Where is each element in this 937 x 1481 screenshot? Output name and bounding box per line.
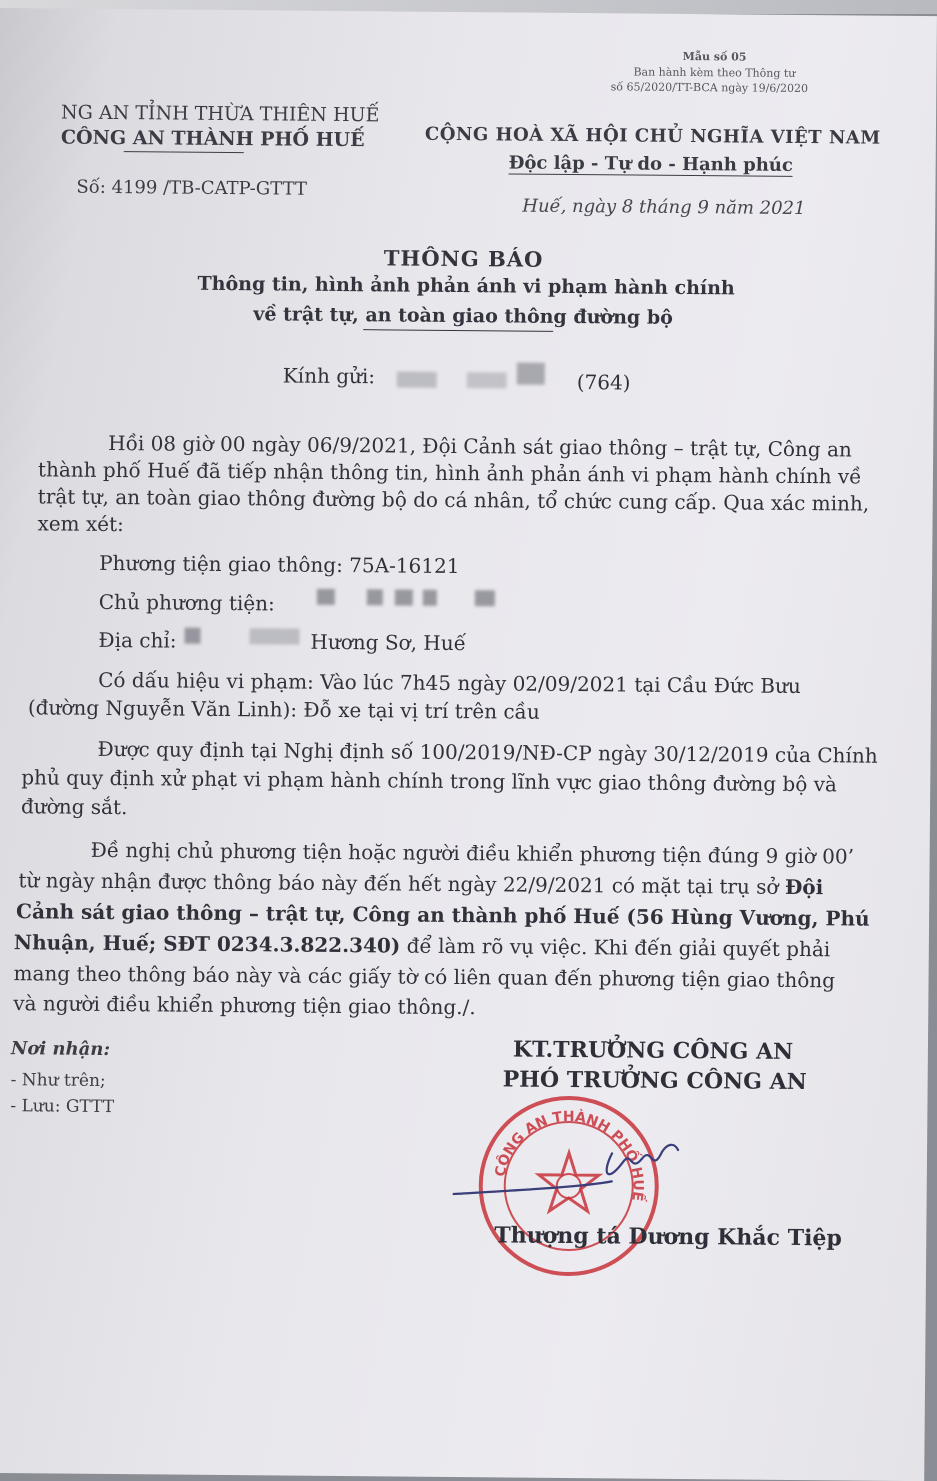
- request-line-4-bold: Nhuận, Huế; SĐT 0234.3.822.340): [13, 930, 401, 958]
- redacted-owner: [395, 589, 413, 605]
- form-number: Mẫu số 05: [682, 49, 747, 64]
- redacted-owner: [317, 589, 335, 605]
- signature: [452, 1102, 693, 1214]
- redacted-name: [397, 371, 437, 387]
- request-line-3: Cảnh sát giao thông – trật tự, Công an thành phố Huế (56 Hùng Vương, Phú: [16, 899, 870, 931]
- redacted-owner: [475, 590, 495, 606]
- issued-with: Ban hành kèm theo Thông tư: [633, 65, 796, 80]
- request-line-4: [14, 929, 831, 963]
- regulation-line-1: Được quy định tại Nghị định số 100/2019/NĐ-CP ngày 30/12/2019 của Chính: [97, 736, 878, 768]
- document-title: THÔNG BÁO: [383, 245, 544, 272]
- document-number: Số: 4199 /TB-CATP-GTTT: [76, 176, 307, 200]
- redacted-address: [184, 628, 200, 644]
- request-line-2: [18, 867, 823, 901]
- sign-title-2: PHÓ TRƯỞNG CÔNG AN: [502, 1066, 807, 1096]
- subtitle-underline: [363, 329, 553, 332]
- org-parent: NG AN TỈNH THỪA THIÊN HUẾ: [60, 101, 380, 127]
- vehicle-plate: Phương tiện giao thông: 75A-16121: [99, 550, 460, 579]
- signer-name: Thượng tá Dương Khắc Tiệp: [494, 1222, 842, 1252]
- request-line-1: Đề nghị chủ phương tiện hoặc người điều khiển phương tiện đúng 9 giờ 00’: [90, 837, 855, 869]
- recipients-label: Nơi nhận:: [10, 1038, 111, 1060]
- place-date: Huế, ngày 8 tháng 9 năm 2021: [522, 195, 806, 220]
- document-subtitle-2: về trật tự, an toàn giao thông đường bộ: [253, 303, 673, 329]
- redacted-name: [467, 372, 507, 388]
- org-underline: [124, 151, 244, 153]
- owner-label: Chủ phương tiện:: [98, 589, 275, 616]
- redacted-owner: [367, 589, 383, 605]
- document-subtitle-1: Thông tin, hình ảnh phản ánh vi phạm hành chính: [197, 272, 735, 300]
- request-line-4-text: để làm rõ vụ việc. Khi đến giải quyết phải: [400, 933, 831, 962]
- paragraph-1-line-2: thành phố Huế đã tiếp nhận thông tin, hình ảnh phản ánh vi phạm hành chính về: [37, 457, 862, 489]
- request-line-2-text: từ ngày nhận được thông báo này đến hết ngày 22/9/2021 có mặt tại trụ sở: [18, 868, 785, 899]
- redacted-owner: [423, 590, 437, 606]
- sign-title-1: KT.TRƯỞNG CÔNG AN: [512, 1036, 794, 1065]
- document-page: [0, 8, 937, 1481]
- circular-ref: số 65/2020/TT-BCA ngày 19/6/2020: [610, 80, 809, 96]
- request-line-6: và người điều khiển phương tiện giao thông./.: [13, 991, 476, 1020]
- request-line-5: mang theo thông báo này và các giấy tờ có liên quan đến phương tiện giao thông: [13, 961, 836, 993]
- request-line-2-bold: Đội: [784, 874, 824, 900]
- redacted-address: [249, 628, 299, 644]
- stamp-text: CÔNG AN THÀNH PHỐ HUẾ: [492, 1109, 646, 1203]
- paragraph-1-line-1: Hồi 08 giờ 00 ngày 06/9/2021, Đội Cảnh sát giao thông – trật tự, Công an: [108, 430, 852, 462]
- paragraph-1-line-4: xem xét:: [37, 511, 124, 537]
- regulation-line-3: đường sắt.: [20, 794, 128, 820]
- country-name: CỘNG HOÀ XÃ HỘI CHỦ NGHĨA VIỆT NAM: [424, 123, 881, 149]
- address-value: Hương Sơ, Huế: [310, 629, 467, 656]
- paragraph-1-line-3: trật tự, an toàn giao thông đường bộ do cá nhân, tổ chức cung cấp. Qua xác minh,: [37, 484, 870, 516]
- regulation-line-2: phủ quy định xử phạt vi phạm hành chính trong lĩnh vực giao thông đường bộ và: [21, 765, 838, 797]
- violation-line-2: (đường Nguyễn Văn Linh): Đỗ xe tại vị trí trên cầu: [27, 695, 540, 724]
- recipient-code: (764): [576, 370, 631, 395]
- address-label: Địa chỉ:: [98, 627, 177, 653]
- recipient-1: - Như trên;: [10, 1070, 106, 1091]
- motto: Độc lập - Tự do - Hạnh phúc: [508, 152, 793, 176]
- redacted-name: [517, 363, 545, 385]
- recipient-label: Kính gửi:: [282, 363, 376, 389]
- recipient-2: - Lưu: GTTT: [10, 1096, 115, 1118]
- violation-line-1: Có dấu hiệu vi phạm: Vào lúc 7h45 ngày 02/09/2021 tại Cầu Đức Bưu: [98, 667, 801, 699]
- org-unit: CÔNG AN THÀNH PHỐ HUẾ: [60, 126, 365, 152]
